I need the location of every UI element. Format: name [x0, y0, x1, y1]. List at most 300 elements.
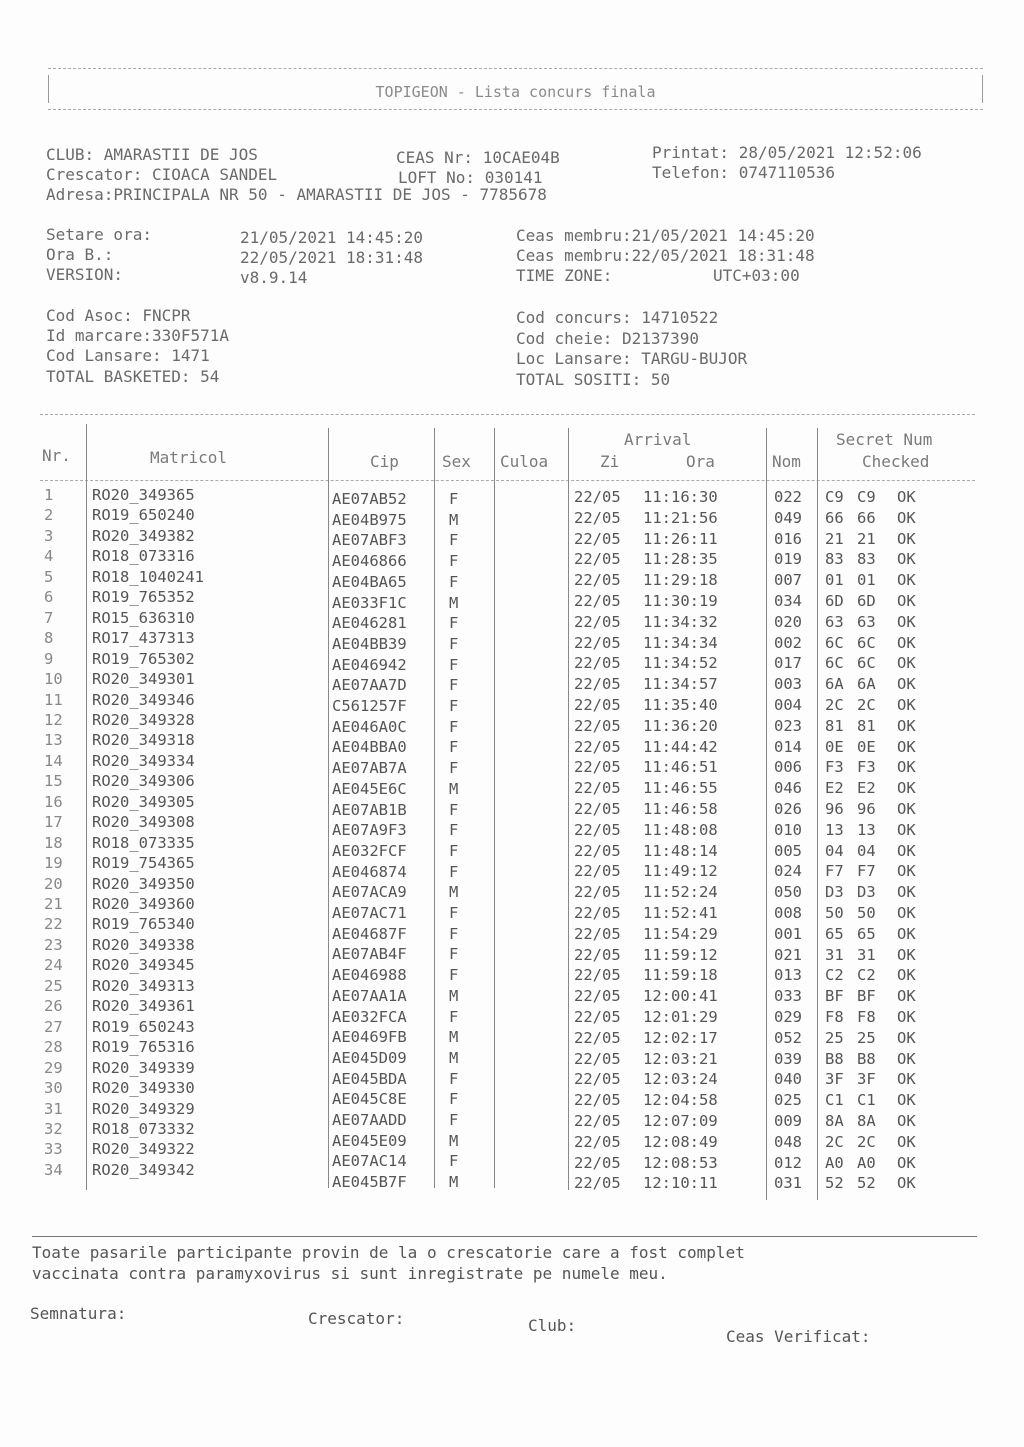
- secret-checked: 2C: [857, 1132, 876, 1151]
- check-status: OK: [897, 862, 916, 881]
- chip-id: AE046A0C: [332, 717, 407, 736]
- total-arrived: TOTAL SOSITI: 50: [516, 370, 671, 389]
- secret-num: 13: [825, 820, 844, 839]
- table-row: [40, 649, 975, 674]
- ring-number: RO20_349306: [92, 772, 195, 791]
- secret-num: F3: [825, 758, 844, 777]
- secret-num: F7: [825, 862, 844, 881]
- col-header-zi: Zi: [600, 452, 620, 471]
- arrival-time: 11:28:35: [643, 550, 718, 569]
- secret-checked: 66: [857, 508, 876, 527]
- arrival-day: 22/05: [574, 737, 621, 756]
- arrival-day: 22/05: [574, 904, 621, 922]
- secret-checked: C1: [857, 1091, 876, 1110]
- arrival-day: 22/05: [574, 1153, 621, 1172]
- arrival-time: 11:29:18: [643, 571, 718, 590]
- chip-id: AE032FCF: [332, 841, 407, 860]
- chip-id: AE07AA7D: [332, 676, 407, 695]
- table-row: [40, 751, 975, 778]
- secret-checked: 3F: [857, 1070, 876, 1089]
- chip-id: AE033F1C: [332, 593, 407, 612]
- arrival-time: 11:46:51: [643, 758, 718, 777]
- secret-checked: 6D: [857, 592, 876, 610]
- sex: F: [449, 676, 459, 695]
- row-number: 1: [44, 486, 54, 504]
- check-status: OK: [897, 800, 916, 818]
- col-header-cip: Cip: [370, 452, 399, 471]
- ring-number: RO20_349328: [92, 710, 195, 729]
- arrival-time: 11:49:12: [643, 862, 718, 881]
- table-header-rule: [40, 480, 975, 481]
- clock-verified-label: Ceas Verificat:: [726, 1327, 871, 1346]
- footer-rule: [32, 1236, 977, 1237]
- row-number: 25: [44, 976, 63, 995]
- row-number: 4: [44, 547, 54, 566]
- check-status: OK: [897, 737, 916, 756]
- ring-number: RO18_073316: [92, 547, 195, 566]
- row-number: 29: [44, 1058, 63, 1077]
- signature-label: Semnatura:: [30, 1304, 127, 1323]
- chip-id: AE04BB39: [332, 634, 407, 653]
- secret-num: 04: [825, 841, 844, 860]
- secret-checked: 04: [857, 841, 876, 860]
- ring-number: RO20_349342: [92, 1160, 195, 1179]
- nom-number: 023: [774, 716, 802, 735]
- check-status: OK: [897, 592, 916, 610]
- check-status: OK: [897, 987, 916, 1006]
- nom-number: 009: [774, 1112, 802, 1130]
- secret-checked: 25: [857, 1028, 876, 1047]
- nom-number: 046: [774, 779, 802, 798]
- sex: F: [449, 945, 459, 964]
- print-date: Printat: 28/05/2021 12:52:06: [652, 143, 922, 162]
- check-status: OK: [897, 1132, 916, 1151]
- secret-checked: 52: [857, 1174, 876, 1193]
- check-status: OK: [897, 966, 916, 985]
- declaration-line-2: vaccinata contra paramyxovirus si sunt inregistrate pe numele meu.: [32, 1264, 668, 1283]
- arrival-time: 12:03:21: [643, 1049, 718, 1068]
- arrival-time: 11:30:19: [643, 592, 718, 610]
- check-status: OK: [897, 883, 916, 902]
- ring-number: RO20_349330: [92, 1079, 195, 1098]
- member-clock-2: Ceas membru:22/05/2021 18:31:48: [516, 246, 815, 265]
- check-status: OK: [897, 612, 916, 631]
- secret-checked: D3: [857, 883, 876, 902]
- table-row: [40, 1160, 975, 1193]
- sex: M: [449, 986, 459, 1005]
- table-row: [40, 956, 975, 985]
- row-number: 3: [44, 526, 54, 545]
- ring-number: RO20_349301: [92, 670, 195, 689]
- secret-checked: 8A: [857, 1112, 876, 1130]
- table-row: [40, 976, 975, 1006]
- nom-number: 019: [774, 550, 802, 569]
- secret-checked: 2C: [857, 696, 876, 714]
- nom-number: 033: [774, 987, 802, 1006]
- sex: F: [449, 1069, 459, 1088]
- check-status: OK: [897, 716, 916, 735]
- arrival-day: 22/05: [574, 966, 621, 985]
- check-status: OK: [897, 696, 916, 714]
- row-number: 12: [44, 710, 63, 729]
- arrival-day: 22/05: [574, 945, 621, 964]
- arrival-day: 22/05: [574, 633, 621, 652]
- clock-b-label: Ora B.:: [46, 245, 114, 264]
- arrival-time: 12:10:11: [643, 1174, 718, 1193]
- clock-number: CEAS Nr: 10CAE04B: [396, 148, 560, 167]
- chip-id: AE045BDA: [332, 1069, 407, 1088]
- chip-id: AE045D09: [332, 1048, 407, 1067]
- row-number: 27: [44, 1017, 63, 1036]
- breeder-name: Crescator: CIOACA SANDEL: [46, 165, 278, 184]
- row-number: 11: [44, 690, 63, 709]
- ring-number: RO20_349345: [92, 956, 195, 975]
- ring-number: RO19_765316: [92, 1038, 195, 1057]
- sex: F: [449, 904, 459, 922]
- arrival-day: 22/05: [574, 779, 621, 798]
- row-number: 24: [44, 956, 63, 975]
- check-status: OK: [897, 488, 916, 506]
- sex: M: [449, 883, 459, 902]
- sex: F: [449, 924, 459, 943]
- total-basketed: TOTAL BASKETED: 54: [46, 367, 220, 386]
- secret-checked: 96: [857, 800, 876, 818]
- page-title: TOPIGEON - Lista concurs finala: [375, 83, 656, 101]
- chip-id: AE032FCA: [332, 1007, 407, 1026]
- arrival-day: 22/05: [574, 716, 621, 735]
- ring-number: RO15_636310: [92, 608, 195, 627]
- ring-number: RO18_073332: [92, 1119, 195, 1138]
- chip-id: AE046281: [332, 614, 407, 633]
- chip-id: AE07AC71: [332, 904, 407, 922]
- nom-number: 040: [774, 1070, 802, 1089]
- nom-number: 026: [774, 800, 802, 818]
- secret-checked: 01: [857, 571, 876, 590]
- arrival-day: 22/05: [574, 529, 621, 548]
- sex: F: [449, 1090, 459, 1109]
- row-number: 17: [44, 813, 63, 832]
- table-row: [40, 608, 975, 633]
- sex: F: [449, 572, 459, 591]
- chip-id: AE045E6C: [332, 779, 407, 798]
- arrival-time: 11:44:42: [643, 737, 718, 756]
- row-number: 33: [44, 1140, 63, 1159]
- arrival-time: 11:46:55: [643, 779, 718, 798]
- row-number: 6: [44, 588, 54, 607]
- row-number: 28: [44, 1038, 63, 1057]
- secret-checked: 6C: [857, 654, 876, 673]
- table-row: [40, 690, 975, 715]
- secret-num: 31: [825, 945, 844, 964]
- ring-number: RO19_754365: [92, 854, 195, 873]
- ring-number: RO20_349318: [92, 731, 195, 750]
- row-number: 2: [44, 506, 54, 525]
- sex: F: [449, 655, 459, 674]
- nom-number: 012: [774, 1153, 802, 1172]
- chip-id: AE07AB52: [332, 490, 407, 508]
- check-status: OK: [897, 904, 916, 922]
- arrival-time: 11:52:41: [643, 904, 718, 922]
- col-header-nr: Nr.: [42, 446, 71, 465]
- secret-checked: C9: [857, 488, 876, 506]
- secret-num: BF: [825, 987, 844, 1006]
- chip-id: AE07AC14: [332, 1152, 407, 1171]
- nom-number: 049: [774, 508, 802, 527]
- sex: F: [449, 531, 459, 550]
- table-row: [40, 731, 975, 757]
- chip-id: AE04BBA0: [332, 738, 407, 757]
- sex: F: [449, 759, 459, 778]
- row-number: 7: [44, 608, 54, 627]
- ring-number: RO17_437313: [92, 629, 195, 648]
- secret-num: 6C: [825, 654, 844, 673]
- arrival-time: 12:04:58: [643, 1091, 718, 1110]
- arrival-time: 11:46:58: [643, 800, 718, 818]
- chip-id: AE07A9F3: [332, 821, 407, 840]
- chip-id: AE046942: [332, 655, 407, 674]
- secret-num: 0E: [825, 737, 844, 756]
- ring-number: RO20_349339: [92, 1058, 195, 1077]
- arrival-time: 11:16:30: [643, 488, 718, 506]
- nom-number: 021: [774, 945, 802, 964]
- row-number: 20: [44, 874, 63, 893]
- table-row: [40, 772, 975, 798]
- secret-checked: 31: [857, 945, 876, 964]
- check-status: OK: [897, 1091, 916, 1110]
- ring-number: RO20_349334: [92, 751, 195, 770]
- secret-checked: B8: [857, 1049, 876, 1068]
- arrival-day: 22/05: [574, 1174, 621, 1193]
- arrival-day: 22/05: [574, 883, 621, 902]
- ring-number: RO18_073335: [92, 833, 195, 852]
- ring-number: RO20_349322: [92, 1140, 195, 1159]
- arrival-day: 22/05: [574, 654, 621, 673]
- chip-id: AE07ACA9: [332, 883, 407, 902]
- arrival-day: 22/05: [574, 1070, 621, 1089]
- version-label: VERSION:: [46, 265, 124, 284]
- arrival-time: 11:34:57: [643, 675, 718, 694]
- secret-num: C9: [825, 488, 844, 506]
- sex: F: [449, 614, 459, 633]
- time-zone-label: TIME ZONE:: [516, 266, 613, 285]
- check-status: OK: [897, 633, 916, 652]
- secret-num: 2C: [825, 1132, 844, 1151]
- nom-number: 003: [774, 675, 802, 694]
- sex: M: [449, 510, 459, 529]
- club-signature-label: Club:: [528, 1316, 577, 1335]
- chip-id: AE07ABF3: [332, 531, 407, 550]
- sex: F: [449, 1111, 459, 1129]
- check-status: OK: [897, 1049, 916, 1068]
- breeder-signature-label: Crescator:: [308, 1309, 405, 1328]
- arrival-day: 22/05: [574, 1049, 621, 1068]
- table-row: [40, 547, 975, 571]
- ring-number: RO18_1040241: [92, 567, 204, 586]
- secret-num: B8: [825, 1049, 844, 1068]
- secret-checked: 21: [857, 529, 876, 548]
- row-number: 9: [44, 649, 54, 668]
- arrival-day: 22/05: [574, 1132, 621, 1151]
- arrival-time: 11:48:08: [643, 820, 718, 839]
- secret-num: 25: [825, 1028, 844, 1047]
- sex: M: [449, 1048, 459, 1067]
- check-status: OK: [897, 1008, 916, 1026]
- arrival-time: 11:35:40: [643, 696, 718, 714]
- nom-number: 050: [774, 883, 802, 902]
- check-status: OK: [897, 1174, 916, 1193]
- secret-checked: 0E: [857, 737, 876, 756]
- chip-id: AE046874: [332, 862, 407, 881]
- arrival-time: 11:34:52: [643, 654, 718, 673]
- check-status: OK: [897, 529, 916, 548]
- arrival-time: 11:34:32: [643, 612, 718, 631]
- table-row: [40, 915, 975, 943]
- nom-number: 031: [774, 1174, 802, 1193]
- table-row: [40, 874, 975, 902]
- table-row: [40, 506, 975, 529]
- clock-set-label: Setare ora:: [46, 225, 152, 244]
- sex: F: [449, 966, 459, 985]
- check-status: OK: [897, 841, 916, 860]
- sex: M: [449, 1131, 459, 1150]
- arrival-day: 22/05: [574, 1008, 621, 1026]
- nom-number: 039: [774, 1049, 802, 1068]
- nom-number: 007: [774, 571, 802, 590]
- time-zone-value: UTC+03:00: [713, 266, 800, 285]
- table-row: [40, 588, 975, 612]
- arrival-time: 11:26:11: [643, 529, 718, 548]
- row-number: 19: [44, 854, 63, 873]
- nom-number: 010: [774, 820, 802, 839]
- arrival-day: 22/05: [574, 675, 621, 694]
- nom-number: 025: [774, 1091, 802, 1110]
- secret-num: 21: [825, 529, 844, 548]
- arrival-time: 11:48:14: [643, 841, 718, 860]
- chip-id: AE045C8E: [332, 1090, 407, 1109]
- arrival-time: 12:03:24: [643, 1070, 718, 1089]
- check-status: OK: [897, 1112, 916, 1130]
- secret-checked: 6C: [857, 633, 876, 652]
- ring-number: RO20_349382: [92, 526, 195, 545]
- nom-number: 052: [774, 1028, 802, 1047]
- arrival-time: 11:52:24: [643, 883, 718, 902]
- secret-num: 3F: [825, 1070, 844, 1089]
- nom-number: 005: [774, 841, 802, 860]
- nom-number: 048: [774, 1132, 802, 1151]
- arrival-time: 12:01:29: [643, 1008, 718, 1026]
- table-row: [40, 670, 975, 695]
- secret-checked: 63: [857, 612, 876, 631]
- sex: F: [449, 841, 459, 860]
- phone-number: Telefon: 0747110536: [652, 163, 836, 182]
- table-top-rule: [40, 414, 975, 415]
- nom-number: 008: [774, 904, 802, 922]
- check-status: OK: [897, 675, 916, 694]
- declaration-line-1: Toate pasarile participante provin de la o crescatorie care a fost complet: [32, 1243, 745, 1262]
- arrival-time: 11:34:34: [643, 633, 718, 652]
- table-row: [40, 833, 975, 860]
- arrival-day: 22/05: [574, 508, 621, 527]
- row-number: 30: [44, 1079, 63, 1098]
- ring-number: RO20_349346: [92, 690, 195, 709]
- col-header-culoa: Culoa: [500, 452, 549, 471]
- chip-id: AE07AB7A: [332, 759, 407, 778]
- sex: F: [449, 490, 459, 508]
- nom-number: 034: [774, 592, 802, 610]
- nom-number: 002: [774, 633, 802, 652]
- sex: F: [449, 800, 459, 819]
- nom-number: 006: [774, 758, 802, 777]
- check-status: OK: [897, 1070, 916, 1089]
- arrival-time: 11:36:20: [643, 716, 718, 735]
- nom-number: 020: [774, 612, 802, 631]
- arrival-time: 12:07:09: [643, 1112, 718, 1130]
- member-clock-1: Ceas membru:21/05/2021 14:45:20: [516, 226, 815, 245]
- secret-checked: F8: [857, 1008, 876, 1026]
- loft-number: LOFT No: 030141: [398, 168, 543, 187]
- ring-number: RO20_349308: [92, 813, 195, 832]
- row-number: 31: [44, 1099, 63, 1118]
- ring-number: RO19_650240: [92, 506, 195, 525]
- secret-checked: F7: [857, 862, 876, 881]
- check-status: OK: [897, 508, 916, 527]
- arrival-day: 22/05: [574, 758, 621, 777]
- nom-number: 016: [774, 529, 802, 548]
- col-header-secret-num: Secret Num: [836, 430, 933, 449]
- secret-checked: 13: [857, 820, 876, 839]
- arrival-time: 12:02:17: [643, 1028, 718, 1047]
- arrival-day: 22/05: [574, 1091, 621, 1110]
- nom-number: 017: [774, 654, 802, 673]
- secret-num: 63: [825, 612, 844, 631]
- col-header-arrival: Arrival: [624, 430, 692, 449]
- sex: M: [449, 1173, 459, 1192]
- arrival-time: 11:21:56: [643, 508, 718, 527]
- check-status: OK: [897, 820, 916, 839]
- sex: F: [449, 552, 459, 571]
- secret-checked: C2: [857, 966, 876, 985]
- row-number: 10: [44, 670, 63, 689]
- nom-number: 014: [774, 737, 802, 756]
- arrival-day: 22/05: [574, 550, 621, 569]
- arrival-time: 11:54:29: [643, 924, 718, 943]
- chip-id: AE046988: [332, 966, 407, 985]
- table-row: [40, 997, 975, 1026]
- key-code: Cod cheie: D2137390: [516, 329, 700, 348]
- race-code: Cod concurs: 14710522: [516, 308, 719, 327]
- sex: F: [449, 1007, 459, 1026]
- row-number: 34: [44, 1160, 63, 1179]
- ring-number: RO20_349361: [92, 997, 195, 1016]
- col-header-ora: Ora: [686, 452, 715, 471]
- nom-number: 029: [774, 1008, 802, 1026]
- chip-id: AE045B7F: [332, 1173, 407, 1192]
- row-number: 32: [44, 1119, 63, 1138]
- sex: F: [449, 821, 459, 840]
- check-status: OK: [897, 571, 916, 590]
- arrival-day: 22/05: [574, 488, 621, 506]
- secret-checked: A0: [857, 1153, 876, 1172]
- chip-id: AE046866: [332, 552, 407, 571]
- row-number: 26: [44, 997, 63, 1016]
- row-number: 8: [44, 629, 54, 648]
- arrival-day: 22/05: [574, 924, 621, 943]
- sex: M: [449, 1028, 459, 1047]
- club-name: CLUB: AMARASTII DE JOS: [46, 145, 258, 164]
- chip-id: AE04BA65: [332, 572, 407, 591]
- secret-num: 65: [825, 924, 844, 943]
- check-status: OK: [897, 779, 916, 798]
